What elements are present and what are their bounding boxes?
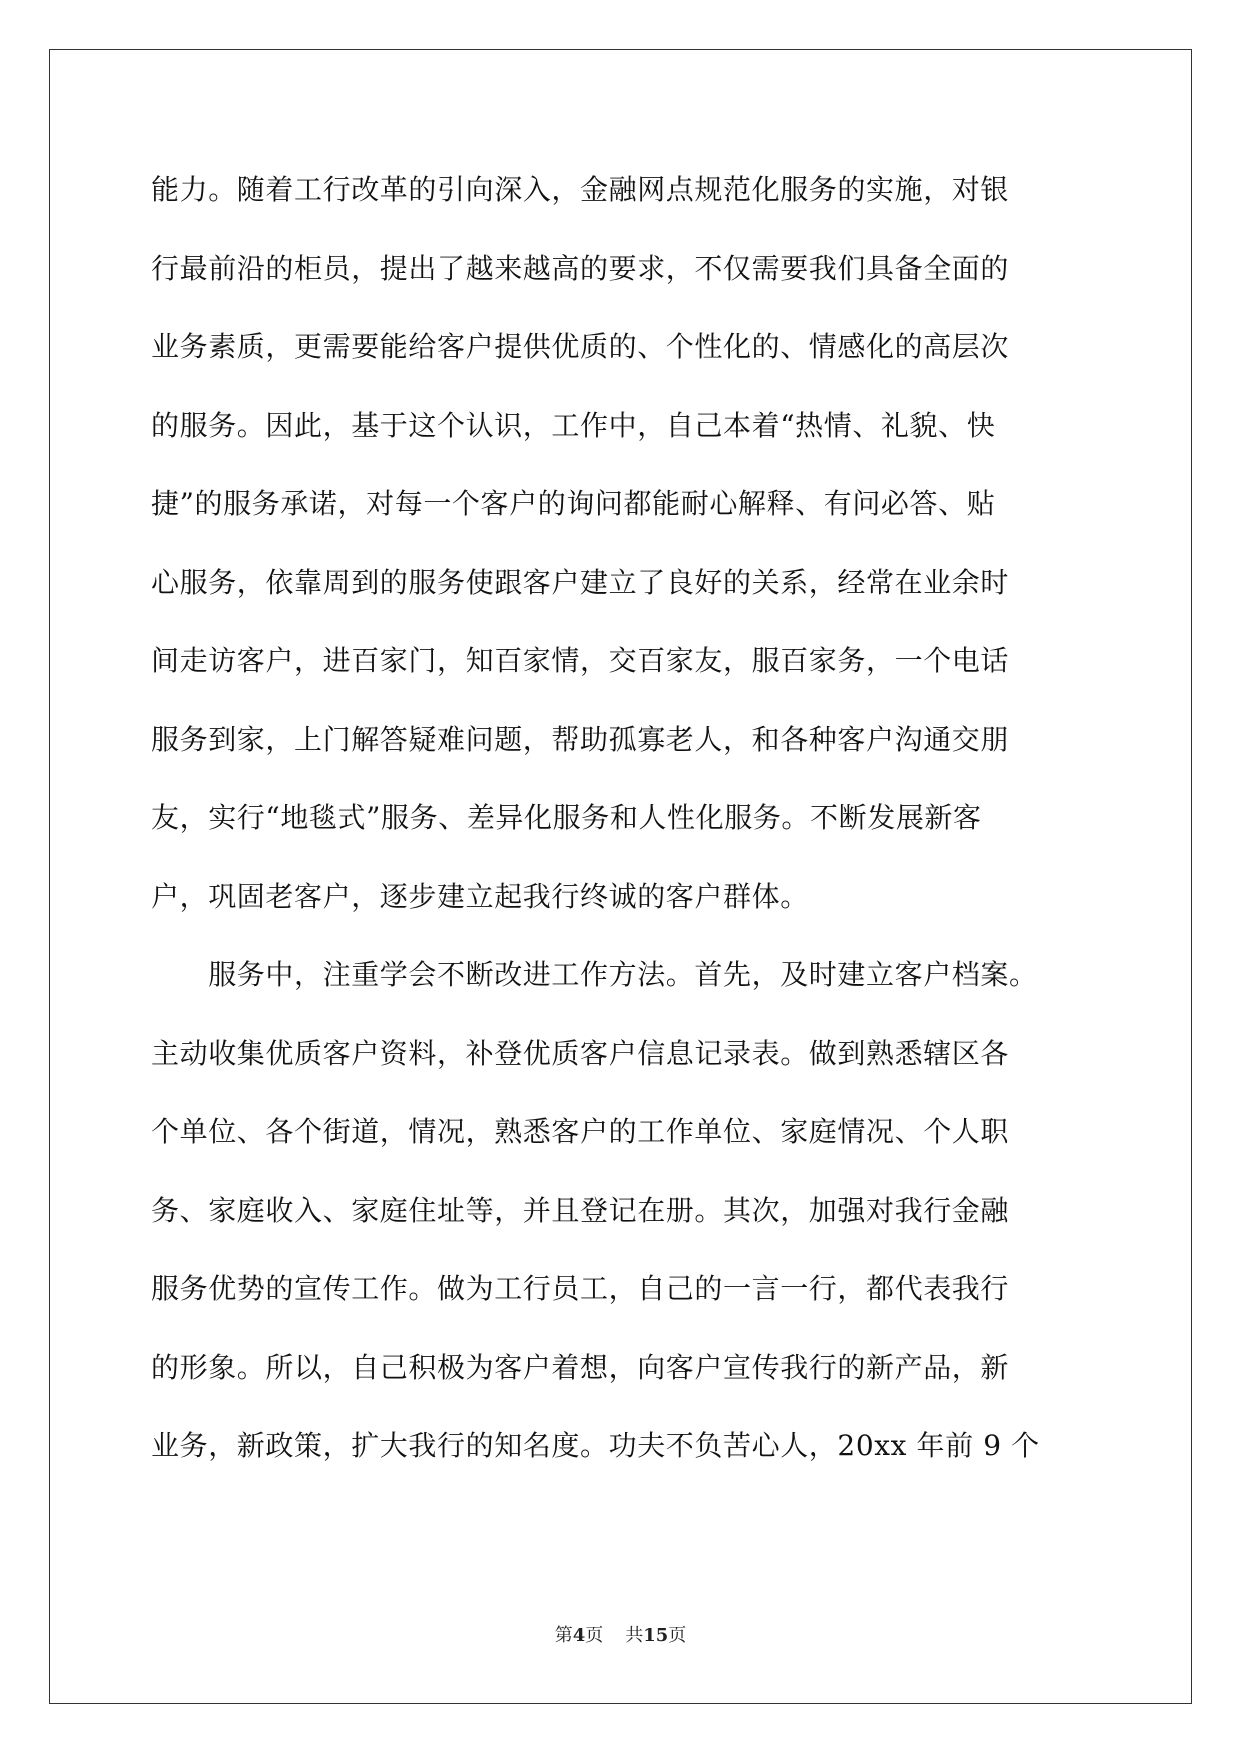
- text-line: 户，巩固老客户，逐步建立起我行终诚的客户群体。: [151, 879, 809, 913]
- text-line: 服务到家，上门解答疑难问题，帮助孤寡老人，和各种客户沟通交朋: [151, 722, 1010, 756]
- total-prefix: 共: [625, 1625, 644, 1646]
- total-suffix: 页: [668, 1625, 687, 1646]
- text-line: 行最前沿的柜员，提出了越来越高的要求，不仅需要我们具备全面的: [151, 251, 1010, 285]
- text-line: 间走访客户，进百家门，知百家情，交百家友，服百家务，一个电话: [151, 644, 1010, 677]
- document-body: [151, 163, 1091, 1498]
- paragraph-start-line: 服务中，注重学会不断改进工作方法。首先，及时建立客户档案。: [151, 958, 1038, 991]
- text-line: 务、家庭收入、家庭住址等，并且登记在册。其次，加强对我行金融: [151, 1193, 1010, 1227]
- page-footer: [0, 1624, 1241, 1648]
- text-line: 捷”的服务承诺，对每一个客户的询问都能耐心解释、有问必答、贴: [151, 487, 996, 520]
- page-current-number: 4: [572, 1625, 586, 1646]
- page-mid: 页: [585, 1625, 604, 1646]
- text-line: 的形象。所以，自己积极为客户着想，向客户宣传我行的新产品，新: [151, 1350, 1010, 1384]
- text-line: 个单位、各个街道，情况，熟悉客户的工作单位、家庭情况、个人职: [151, 1115, 1010, 1148]
- text-line: 心服务，依靠周到的服务使跟客户建立了良好的关系，经常在业余时: [151, 565, 1010, 599]
- page-prefix: 第: [554, 1625, 573, 1646]
- page-total-number: 15: [643, 1625, 669, 1646]
- text-line: 的服务。因此，基于这个认识，工作中，自己本着“热情、礼貌、快: [151, 408, 996, 442]
- text-line: 业务，新政策，扩大我行的知名度。功夫不负苦心人，20xx 年前 9 个: [151, 1429, 1040, 1462]
- text-line: 能力。随着工行改革的引向深入，金融网点规范化服务的实施，对银: [151, 173, 1010, 206]
- text-line: 友，实行“地毯式”服务、差异化服务和人性化服务。不断发展新客: [151, 801, 982, 834]
- text-line: 业务素质，更需要能给客户提供优质的、个性化的、情感化的高层次: [151, 330, 1010, 363]
- text-line: 服务优势的宣传工作。做为工行员工，自己的一言一行，都代表我行: [151, 1272, 1010, 1305]
- text-line: 主动收集优质客户资料，补登优质客户信息记录表。做到熟悉辖区各: [151, 1036, 1010, 1070]
